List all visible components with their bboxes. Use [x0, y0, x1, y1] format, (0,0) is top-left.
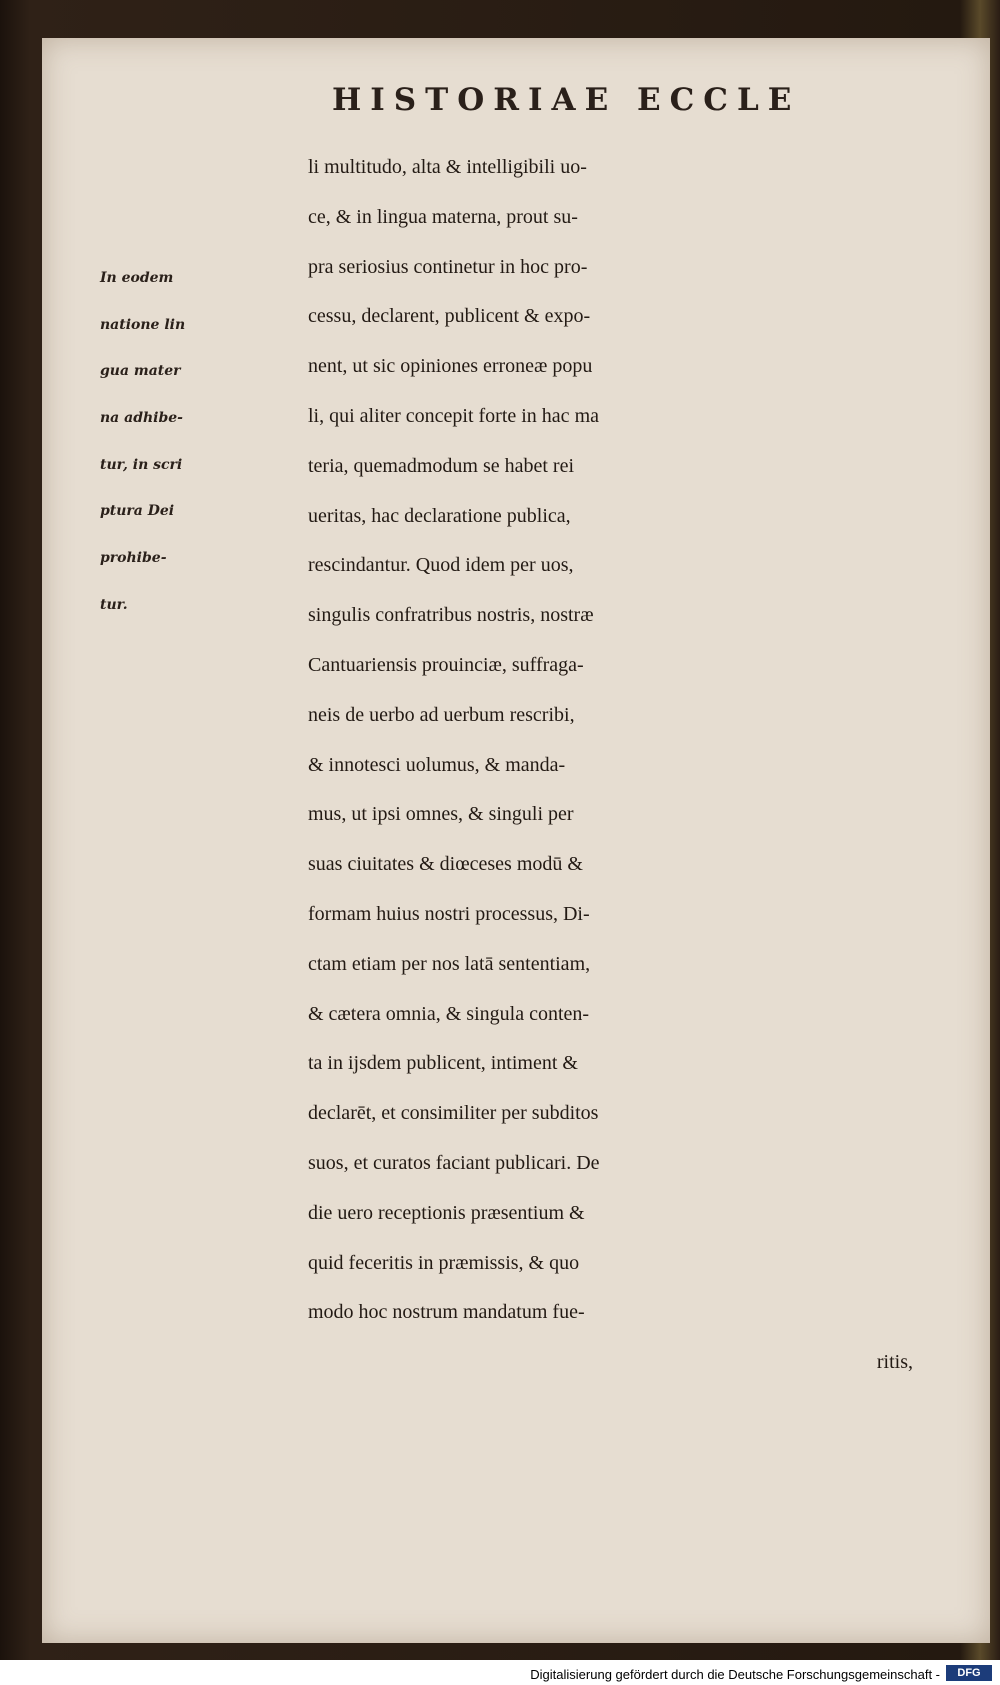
catchword: ritis,	[876, 1351, 913, 1374]
margin-note	[100, 255, 300, 629]
text-line: ta in ijsdem publicent, intiment &	[308, 1052, 578, 1075]
text-line: singulis confratribus nostris, nostræ	[308, 604, 594, 627]
text-line: ce, & in lingua materna, prout su-	[308, 205, 578, 228]
text-line: declarēt, et consimiliter per subditos	[308, 1102, 599, 1125]
footer-credit: Digitalisierung gefördert durch die Deutsche Forschungsgemeinschaft -	[530, 1667, 940, 1682]
margin-note-line: In eodem	[100, 270, 174, 286]
text-line: teria, quemadmodum se habet rei	[308, 454, 575, 477]
margin-note-line: tur.	[100, 596, 128, 613]
text-line: suas ciuitates & diœceses modū &	[308, 853, 583, 876]
text-line: quid feceritis in præmissis, & quo	[308, 1251, 580, 1274]
body-text	[308, 143, 948, 1388]
text-line: mus, ut ipsi omnes, & singuli per	[308, 803, 574, 826]
margin-note-line: tur, in scri	[100, 456, 183, 473]
margin-note-line: natione lin	[100, 316, 186, 333]
text-line: die uero receptionis præsentium &	[308, 1201, 585, 1224]
text-line: li, qui aliter concepit forte in hac ma	[308, 404, 599, 427]
text-line: ctam etiam per nos latā sententiam,	[308, 952, 591, 975]
dfg-logo: DFG	[946, 1665, 992, 1681]
text-line: ueritas, hac declaratione publica,	[308, 504, 571, 527]
text-line: pra seriosius continetur in hoc pro-	[308, 255, 588, 278]
margin-note-line: gua mater	[100, 363, 181, 380]
text-line: neis de uerbo ad uerbum rescribi,	[308, 703, 575, 726]
text-line: rescindantur. Quod idem per uos,	[308, 554, 574, 577]
text-line: nent, ut sic opiniones erroneæ popu	[308, 355, 593, 378]
margin-note-line: prohibe-	[100, 550, 167, 567]
margin-note-line: ptura Dei	[100, 503, 175, 520]
text-line: Cantuariensis prouinciæ, suffraga-	[308, 653, 584, 676]
text-line: formam huius nostri processus, Di-	[308, 902, 590, 925]
text-line: & cætera omnia, & singula conten-	[308, 1002, 590, 1025]
running-head: HISTORIAE ECCLE	[332, 82, 801, 118]
text-line: li multitudo, alta & intelligibili uo-	[308, 156, 587, 178]
margin-note-line: na adhibe-	[100, 410, 183, 427]
text-line: & innotesci uolumus, & manda-	[308, 753, 566, 776]
text-line: modo hoc nostrum mandatum fue-	[308, 1301, 585, 1324]
text-line: cessu, declarent, publicent & expo-	[308, 305, 591, 328]
text-line: suos, et curatos faciant publicari. De	[308, 1151, 600, 1174]
